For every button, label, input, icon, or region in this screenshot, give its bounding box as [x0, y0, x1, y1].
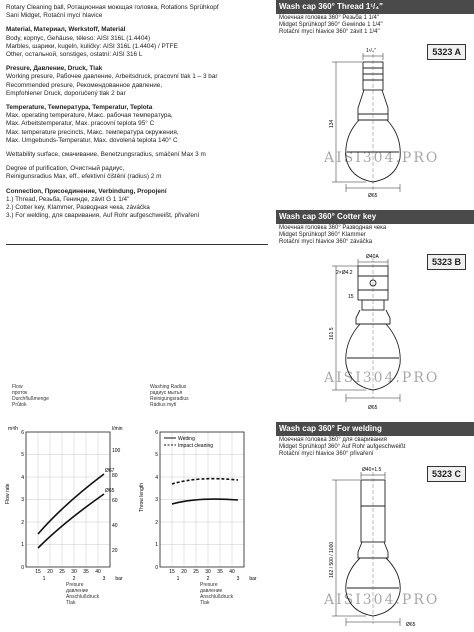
radius-y-tick: 0	[155, 565, 158, 571]
flow-y-tick: 6	[21, 430, 24, 436]
flow-title-line: проток	[12, 390, 28, 396]
radius-title-line: Rádius mytí	[150, 402, 177, 408]
dim-diameter: Ø65	[406, 622, 416, 628]
variant-a-subtitle	[276, 14, 474, 37]
dim-diameter: Ø65	[368, 405, 378, 411]
flow-x-tick-psi: 40	[95, 569, 101, 575]
variant-b-sub-line: Rotační mycí hlavice 360° záváčka	[279, 239, 373, 245]
spec-text	[6, 4, 268, 226]
variant-c-code: 5323 C	[427, 466, 466, 482]
variant-c-title: Wash cap 360° For welding	[276, 422, 474, 436]
material-line: Marbles, шарики, kugeln, kuličky: AISI 316L (1.4404) / PTFE	[6, 42, 178, 50]
radius-x-tick-psi: 30	[205, 569, 211, 575]
flow-y-unit-right: l/min	[112, 426, 123, 432]
flow-title	[12, 384, 49, 408]
flow-y-label: Flow rate	[5, 483, 11, 504]
flow-title-line: Durchflußmenge	[12, 396, 49, 402]
flow-y-unit-left: m³/h	[8, 426, 18, 432]
intro-line: Rotary Cleaning ball, Ротационная моющая головка, Rotations Sprühkopf	[6, 4, 219, 11]
connection-header: Connection, Присоединение, Verbindung, Propojení	[6, 187, 167, 195]
legend-wetting: Wetting	[178, 436, 195, 442]
flow-x-tick-psi: 30	[71, 569, 77, 575]
purification-line: Reinigunsradius Max, eff., efektivní čištění (radius) 2 m	[6, 173, 162, 181]
flow-y-tick-right: 60	[112, 498, 118, 504]
variant-b-drawing	[276, 254, 474, 416]
radius-x-title-line: Anschlußdruck	[200, 594, 234, 600]
dim-pipe: Ø40×1.5	[362, 467, 382, 473]
radius-x-tick-psi: 40	[229, 569, 235, 575]
material-header: Material, Материал, Werkstoff, Materiál	[6, 26, 126, 34]
radius-title	[150, 384, 189, 408]
flow-x-title-line: Presure	[66, 582, 84, 588]
variant-a-sub-line: Midget Sprühkopf 360° Gewinde 1 1/4"	[279, 22, 383, 28]
watermark: AISI304.PRO	[324, 592, 440, 608]
variants-column	[276, 0, 474, 632]
flow-curve-label: Ø65	[105, 488, 115, 494]
connection-block	[6, 188, 268, 221]
connection-line: 2.) Cotter key, Klammer, Разводная чека, záváčka	[6, 204, 150, 212]
dim-offset: 15	[348, 294, 354, 300]
variant-a-title: Wash cap 360° Thread 1¹/₄"	[276, 0, 474, 14]
variant-a-drawing	[276, 48, 474, 198]
radius-y-tick: 2	[155, 520, 158, 526]
temperature-line: Max. Umgebunds-Temperatur, Max. dovolená teplota 140° C	[6, 136, 178, 144]
dim-bore: Ø40A	[366, 254, 379, 260]
flow-y-tick: 3	[21, 497, 24, 503]
radius-x-tick: 2	[206, 576, 210, 582]
radius-x-unit: bar	[249, 576, 257, 582]
flow-x-title-line: давление	[66, 588, 89, 594]
radius-y-tick: 6	[155, 430, 158, 436]
radius-title-line: радиус мытья	[150, 390, 183, 396]
flow-x-tick-psi: 25	[59, 569, 65, 575]
pressure-line: Empfohlener Druck, doporučený tlak 2 bar	[6, 89, 126, 97]
flow-title-line: Průtok	[12, 402, 27, 408]
temperature-line: Max. Arbeitstemperatur, Max. pracovní teplota 95° C	[6, 120, 155, 128]
material-line: Other, остальной, sonstiges, ostatní: AISI 316 L	[6, 51, 143, 59]
flow-x-title-line: Anschlußdruck	[66, 594, 100, 600]
variant-c-subtitle	[276, 436, 474, 459]
radius-x-tick-psi: 25	[193, 569, 199, 575]
flow-curve-67	[38, 474, 104, 534]
radius-y-tick: 3	[155, 497, 158, 503]
radius-x-title-line: Tlak	[200, 600, 210, 606]
variant-b-sub-line: Midget Sprühkopf 360° Klammer	[279, 232, 366, 238]
pressure-line: Working presure, Рабочее давление, Arbeitsdruck, pracovní tlak 1 – 3 bar	[6, 73, 218, 81]
flow-x-tick-psi: 20	[47, 569, 53, 575]
temperature-line: Max. operating temperature, Макс. рабочая температура,	[6, 112, 173, 120]
variant-b	[276, 210, 474, 420]
flow-y-tick: 4	[21, 475, 24, 481]
dim-height: 162 / 500 / 1000	[329, 541, 335, 578]
temperature-block	[6, 104, 268, 145]
wettability-line: Wettability surface, смачивание, Benetzungsradius, smáčení Max 3 m	[6, 151, 206, 159]
variant-a-sub-line: Моечная головка 360° Резьба 1 1/4"	[279, 15, 380, 21]
dim-pin-holes: 2×Ø4.2	[336, 270, 353, 276]
radius-curve-impact	[172, 499, 238, 504]
radius-x-title-line: Presure	[200, 582, 218, 588]
radius-y-tick: 1	[155, 542, 158, 548]
material-block	[6, 26, 268, 59]
flow-curve-65	[38, 494, 104, 548]
radius-x-title-line: давление	[200, 588, 223, 594]
flow-y-tick: 1	[21, 542, 24, 548]
radius-y-label: Throw length	[139, 483, 145, 512]
flow-y-tick-right: 100	[112, 448, 121, 454]
temperature-line: Max. temperature precincts, Макс. температура окружения,	[6, 128, 179, 136]
wettability-block	[6, 151, 268, 159]
flow-curve-label: Ø67	[105, 468, 115, 474]
intro-line: Sani Midget, Rotační mycí hlavice	[6, 12, 103, 20]
dim-height: 161.5	[329, 327, 335, 340]
variant-c	[276, 422, 474, 632]
radius-x-tick: 1	[176, 576, 180, 582]
flow-y-tick-right: 20	[112, 548, 118, 554]
radius-title-line: Reinigungsradius	[150, 396, 189, 402]
variant-c-sub-line: Rotační mycí hlavice 360° přivaření	[279, 451, 374, 457]
purification-line: Degree of purification, Очистный радиус,	[6, 165, 125, 173]
flow-x-tick: 3	[102, 576, 106, 582]
variant-b-subtitle	[276, 224, 474, 247]
flow-y-tick-right: 80	[112, 473, 118, 479]
watermark: AISI304.PRO	[324, 150, 440, 166]
legend-impact: Impact cleaning	[178, 443, 214, 449]
pressure-block	[6, 65, 268, 98]
variant-a-sub-line: Rotační mycí hlavice 360° závit 1 1/4"	[279, 29, 380, 35]
temperature-header: Temperature, Температура, Temperatur, Teplota	[6, 104, 153, 112]
connection-line: 3.) For welding, для сваривания, Auf Rohr aufgeschweißt, přivaření	[6, 212, 200, 220]
radius-x-tick-psi: 20	[181, 569, 187, 575]
pressure-line: Recommended presure, Рекомендованное давление,	[6, 81, 163, 89]
flow-y-tick: 0	[21, 565, 24, 571]
radius-curve-wetting	[172, 479, 238, 484]
variant-a	[276, 0, 474, 205]
pressure-header: Presure, Давление, Druck, Tlak	[6, 65, 103, 73]
flow-x-tick-psi: 15	[35, 569, 41, 575]
radius-x-tick-psi: 15	[169, 569, 175, 575]
radius-y-tick: 4	[155, 475, 158, 481]
radius-x-tick-psi: 35	[217, 569, 223, 575]
flow-y-tick: 5	[21, 452, 24, 458]
watermark: AISI304.PRO	[324, 370, 440, 386]
variant-b-code: 5323 B	[427, 254, 466, 270]
flow-y-tick-right: 40	[112, 523, 118, 529]
radius-x-title	[200, 582, 233, 606]
variant-c-sub-line: Моечная головка 360° для сваривания	[279, 437, 387, 443]
flow-x-unit: bar	[115, 576, 123, 582]
connection-line: 1.) Thread, Резьба, Гениндe, závit G 1 1/4"	[6, 195, 130, 203]
radius-graph	[138, 422, 270, 592]
flow-title-line: Flow	[12, 384, 23, 390]
radius-y-tick: 5	[155, 452, 158, 458]
variant-b-sub-line: Моечная головка 360° Разводная чека	[279, 225, 387, 231]
flow-graph	[4, 422, 134, 592]
flow-x-title-line: Tlak	[66, 600, 76, 606]
dim-diameter: Ø65	[368, 193, 378, 198]
dim-height: 134	[329, 119, 335, 128]
flow-x-tick: 1	[42, 576, 46, 582]
variant-b-title: Wash cap 360° Cotter key	[276, 210, 474, 224]
flow-y-tick: 2	[21, 520, 24, 526]
radius-x-tick: 3	[236, 576, 240, 582]
material-line: Body, корпус, Gehäuse, těleso: AISI 316L (1.4404)	[6, 34, 151, 42]
radius-title-line: Washing Radius	[150, 384, 187, 390]
flow-x-tick: 2	[72, 576, 76, 582]
purification-block	[6, 165, 268, 181]
intro-block	[6, 4, 268, 20]
variant-a-code: 5323 A	[427, 44, 466, 60]
flow-x-title	[66, 582, 99, 606]
flow-x-tick-psi: 35	[83, 569, 89, 575]
separator-line	[6, 244, 268, 245]
dim-thread: 1¹/₄"	[366, 48, 376, 54]
variant-c-sub-line: Midget Sprühkopf 360° Auf Rohr aufgeschweißt	[279, 444, 406, 450]
